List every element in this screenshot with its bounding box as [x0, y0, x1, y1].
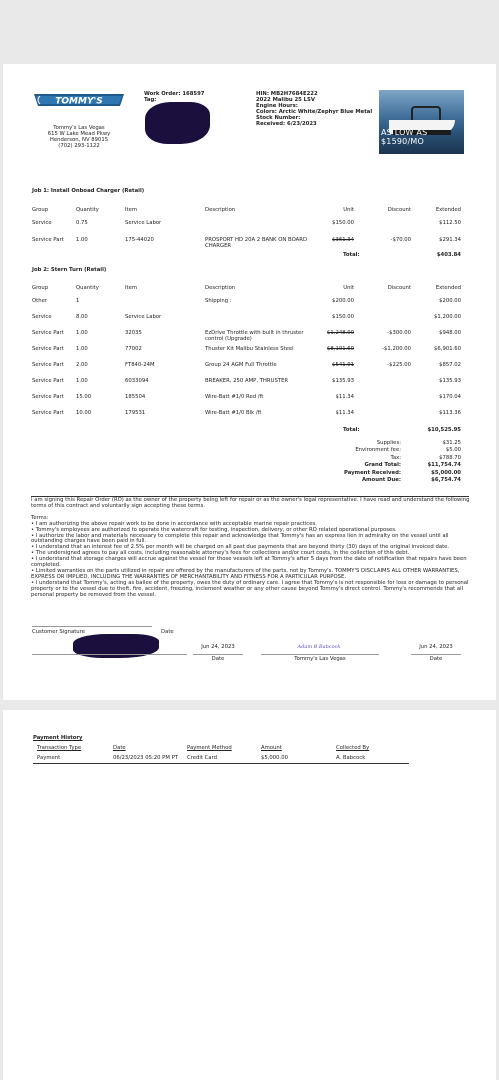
- row-item: FT840-24M: [125, 362, 155, 368]
- row-group: Service Part: [32, 410, 64, 416]
- job2-total-value: $10,525.95: [427, 427, 461, 433]
- row-extended: $948.00: [439, 330, 461, 336]
- summary-value: $788.70: [439, 454, 461, 461]
- row-group: Service Part: [32, 237, 64, 243]
- row-item: 77002: [125, 346, 142, 352]
- dealer-signature-line: [261, 654, 379, 655]
- row-group: Service Part: [32, 330, 64, 336]
- payment-history-cell: Credit Card: [187, 755, 218, 761]
- terms-list: [31, 522, 471, 599]
- row-description: Thuster Kit Malibu Stainless Steel: [205, 346, 294, 352]
- terms-item: • I understand that an interest fee of 2.5% per month will be charged on all past due payments that are beyond thirty (30) days of the original invoiced date.: [31, 544, 450, 551]
- row-unit-price: $200.00: [332, 298, 354, 304]
- row-extended: $1,200.00: [434, 314, 461, 320]
- dealer-date: Jun 24, 2023: [419, 644, 453, 650]
- row-unit-price: $8,101.60: [327, 346, 354, 352]
- dealer-date-line: [411, 654, 461, 655]
- payment-history-header: Payment Method: [187, 745, 232, 751]
- row-description: BREAKER, 250 AMP, THRUSTER: [205, 378, 289, 384]
- hin: HIN: MB2H7684E222: [256, 91, 318, 97]
- row-extended: $112.50: [439, 220, 461, 226]
- summary-value: $5,000.00: [431, 469, 461, 476]
- terms-item: • The undersigned agrees to pay all costs, including reasonable attorney's fees for collections and/or court costs, in the collection of this debt.: [31, 550, 410, 557]
- row-extended: $857.02: [439, 362, 461, 368]
- column-header-extended: Extended: [435, 207, 461, 213]
- row-item: Service Labor: [125, 220, 162, 226]
- summary-value: $31.25: [442, 440, 461, 446]
- row-unit-price: $1,248.00: [327, 330, 354, 336]
- row-group: Service Part: [32, 362, 64, 368]
- dealer-name-label: Tommy's Las Vegas: [294, 656, 346, 662]
- customer-signature-label: Customer Signature: [32, 629, 85, 635]
- row-item: 179531: [125, 410, 146, 416]
- row-extended: $200.00: [439, 298, 461, 304]
- dealer-address: 615 W Lake Mead Pkwy: [47, 131, 111, 137]
- row-unit-price: $11.34: [335, 394, 354, 400]
- column-header-discount: Discount: [387, 285, 411, 291]
- engine-hours: Engine Hours:: [256, 103, 298, 109]
- row-item: 32035: [125, 330, 142, 336]
- payment-history-title: Payment History: [33, 735, 83, 741]
- tag-label: Tag:: [144, 97, 157, 103]
- row-description: Wire-Batt #1/0 Red /ft: [205, 394, 264, 400]
- row-discount: -$70.00: [390, 237, 411, 243]
- column-header-item: Item: [125, 285, 138, 291]
- column-header-extended: Extended: [435, 285, 461, 291]
- terms-item: • Limited warranties on the parts utilized in repair are offered by the manufacturers of the parts, not by Tommy's. TOMMY'S DISCLAIMS ALL OTHER WARRANTIES, EXPRESS OR IMPLIED, INCLUDING THE WARRANTIES OF MERCHANTABILITY AND FITNESS FOR A PARTICULAR PURPOSE.: [31, 567, 460, 580]
- customer-date-label: Date: [211, 656, 225, 662]
- job1-title: Job 1: Install Onboad Charger (Retail): [32, 188, 145, 194]
- logo-text: TOMMY'S: [55, 96, 103, 107]
- job2-total-label: Total:: [343, 427, 360, 433]
- row-unit-price: $135.93: [332, 378, 354, 384]
- payment-history-cell: $5,000.00: [261, 755, 288, 761]
- summary-label: Tax:: [390, 454, 401, 461]
- summary-label: Amount Due:: [361, 477, 401, 483]
- row-discount: -$300.00: [387, 330, 411, 336]
- work-order: Work Order: 168597: [144, 91, 205, 97]
- payment-history-header: Amount: [261, 745, 282, 751]
- row-extended: $291.34: [439, 237, 461, 243]
- dealer-date-label: Date: [429, 656, 443, 662]
- row-group: Service Part: [32, 346, 64, 352]
- column-header-unit: Unit: [343, 207, 354, 213]
- customer-signature-top-line: [32, 626, 152, 627]
- row-group: Service: [32, 314, 52, 320]
- job1-total-value: $403.84: [436, 252, 461, 258]
- dealer-name: Tommy's Las Vegas: [53, 125, 105, 131]
- summary-label: Supplies:: [376, 440, 401, 446]
- customer-date-header: Date: [161, 629, 174, 635]
- payment-history-header: Collected By: [336, 745, 370, 751]
- row-description-line2: control (Upgrade): [205, 335, 252, 342]
- row-item: Service Labor: [125, 314, 162, 320]
- summary-value: $6,754.74: [431, 477, 461, 483]
- row-discount: -$225.00: [387, 362, 411, 368]
- summary-label: Grand Total:: [364, 462, 401, 469]
- summary-label: Payment Received:: [343, 469, 401, 476]
- row-group: Service Part: [32, 378, 64, 384]
- summary-label: Environment fee:: [355, 447, 401, 454]
- row-extended: $135.93: [439, 378, 461, 384]
- customer-date: Jun 24, 2023: [201, 644, 235, 650]
- terms-section: [31, 498, 471, 599]
- invoice-page-1: [3, 64, 496, 700]
- column-header-discount: Discount: [387, 207, 411, 213]
- promo-text: AS LOW AS $1590/MO: [381, 128, 428, 146]
- terms-item: • Tommy's employees are authorized to operate the watercraft for testing, inspection, delivery, or other RO related operational purposes.: [31, 526, 397, 533]
- row-unit-price: $150.00: [332, 314, 354, 320]
- column-header-unit: Unit: [343, 285, 354, 291]
- row-extended: $170.04: [439, 394, 461, 400]
- terms-item: • I authorize the labor and materials necessary to complete this repair and acknowledge that Tommy's has an express lien in admiralty on the vessel until all outstanding charges have been paid in full.: [31, 532, 449, 545]
- tommys-logo: [32, 92, 126, 108]
- terms-item: • I understand that storage charges will accrue against the vessel for those vessels left at Tommy's after 5 days from the date of notification that repairs have been completed.: [31, 556, 467, 569]
- row-group: Other: [32, 298, 48, 304]
- row-description: PROSPORT HD 20A 2 BANK ON BOARD: [205, 237, 308, 243]
- row-quantity: 10.00: [76, 410, 92, 416]
- row-description: Wire-Batt #1/0 Blk /ft: [205, 410, 262, 416]
- row-quantity: 1.00: [76, 378, 88, 384]
- dealer-phone: (702) 293-1122: [58, 143, 100, 149]
- boat-model: 2022 Malibu 25 LSV: [256, 97, 315, 103]
- customer-date-line: [193, 654, 243, 655]
- row-discount: -$1,200.00: [382, 346, 411, 352]
- received-date: Received: 6/23/2023: [256, 121, 317, 127]
- job1-total-label: Total:: [343, 252, 360, 258]
- dealer-signature: Adam B Babcock: [297, 644, 341, 650]
- terms-title: Terms:: [31, 514, 49, 521]
- row-quantity: 15.00: [76, 394, 92, 400]
- row-unit-price: $361.34: [332, 237, 354, 243]
- row-quantity: 1.00: [76, 346, 88, 352]
- customer-signature-line: [32, 654, 187, 655]
- terms-item: • I am authorizing the above repair work to be done in accordance with acceptable marine repair practices.: [31, 520, 317, 527]
- row-description: Shipping :: [205, 298, 232, 304]
- invoice-page-2: [3, 710, 496, 1080]
- payment-history-cell: Payment: [37, 755, 61, 761]
- row-description-line2: CHARGER: [205, 242, 232, 249]
- column-header-quantity: Quantity: [76, 285, 99, 291]
- row-item: 175-44020: [125, 237, 154, 243]
- row-extended: $6,901.60: [434, 346, 461, 352]
- payment-history-cell: A. Babcock: [336, 755, 366, 761]
- payment-history-header: Transaction Type: [37, 745, 82, 751]
- row-item: 6033094: [125, 378, 149, 384]
- summary-value: $11,754.74: [427, 462, 461, 469]
- row-quantity: 1.00: [76, 237, 88, 243]
- agreement-text: I am signing this Repair Order (RO) as the owner of the property being left for repair or as the owner's legal representative. I have read and understand the following terms of this contract and voluntarily sign accepting these terms.: [31, 497, 470, 509]
- row-quantity: 1: [76, 298, 80, 304]
- column-header-item: Item: [125, 207, 138, 213]
- row-item: 185504: [125, 394, 146, 400]
- row-quantity: 8.00: [76, 314, 88, 320]
- row-unit-price: $150.00: [332, 220, 354, 226]
- row-quantity: 0.75: [76, 220, 88, 226]
- column-header-description: Description: [205, 207, 236, 213]
- summary-value: $5.00: [445, 447, 461, 454]
- job2-title: Job 2: Stern Turn (Retail): [32, 267, 107, 273]
- terms-item: • I understand that Tommy's, acting as bailee of the property, owes the duty of ordinary care. I agree that Tommy's is not responsible for loss or damage to personal property or to the vessel due to theft, fire, accident, freezing, inclement weather or any other cause beyond Tommy's direct control. Tommy's recommends that all personal property be removed from the vessel.: [31, 579, 469, 598]
- row-unit-price: $11.34: [335, 410, 354, 416]
- column-header-group: Group: [32, 285, 49, 291]
- dealer-city: Henderson, NV 89015: [49, 137, 109, 143]
- row-description: Group 24 AGM Full Throttle: [205, 362, 277, 368]
- column-header-group: Group: [32, 207, 49, 213]
- column-header-description: Description: [205, 285, 236, 291]
- row-group: Service: [32, 220, 52, 226]
- stock-number: Stock Number:: [256, 115, 301, 121]
- row-quantity: 2.00: [76, 362, 88, 368]
- row-quantity: 1.00: [76, 330, 88, 336]
- boat-promo-image: [379, 90, 464, 154]
- payment-history-cell: 06/23/2023 05:20 PM PT: [113, 755, 179, 761]
- row-group: Service Part: [32, 394, 64, 400]
- redacted-tag: [145, 102, 210, 144]
- row-extended: $113.36: [439, 410, 461, 416]
- boat-colors: Colors: Arctic White/Zephyr Blue Metal: [256, 109, 373, 115]
- payment-history-header: Date: [113, 745, 126, 751]
- row-unit-price: $541.01: [332, 362, 354, 368]
- payment-history-divider: [33, 763, 409, 764]
- column-header-quantity: Quantity: [76, 207, 99, 213]
- row-description: EzDrive Throttle with built in thruster: [205, 330, 304, 336]
